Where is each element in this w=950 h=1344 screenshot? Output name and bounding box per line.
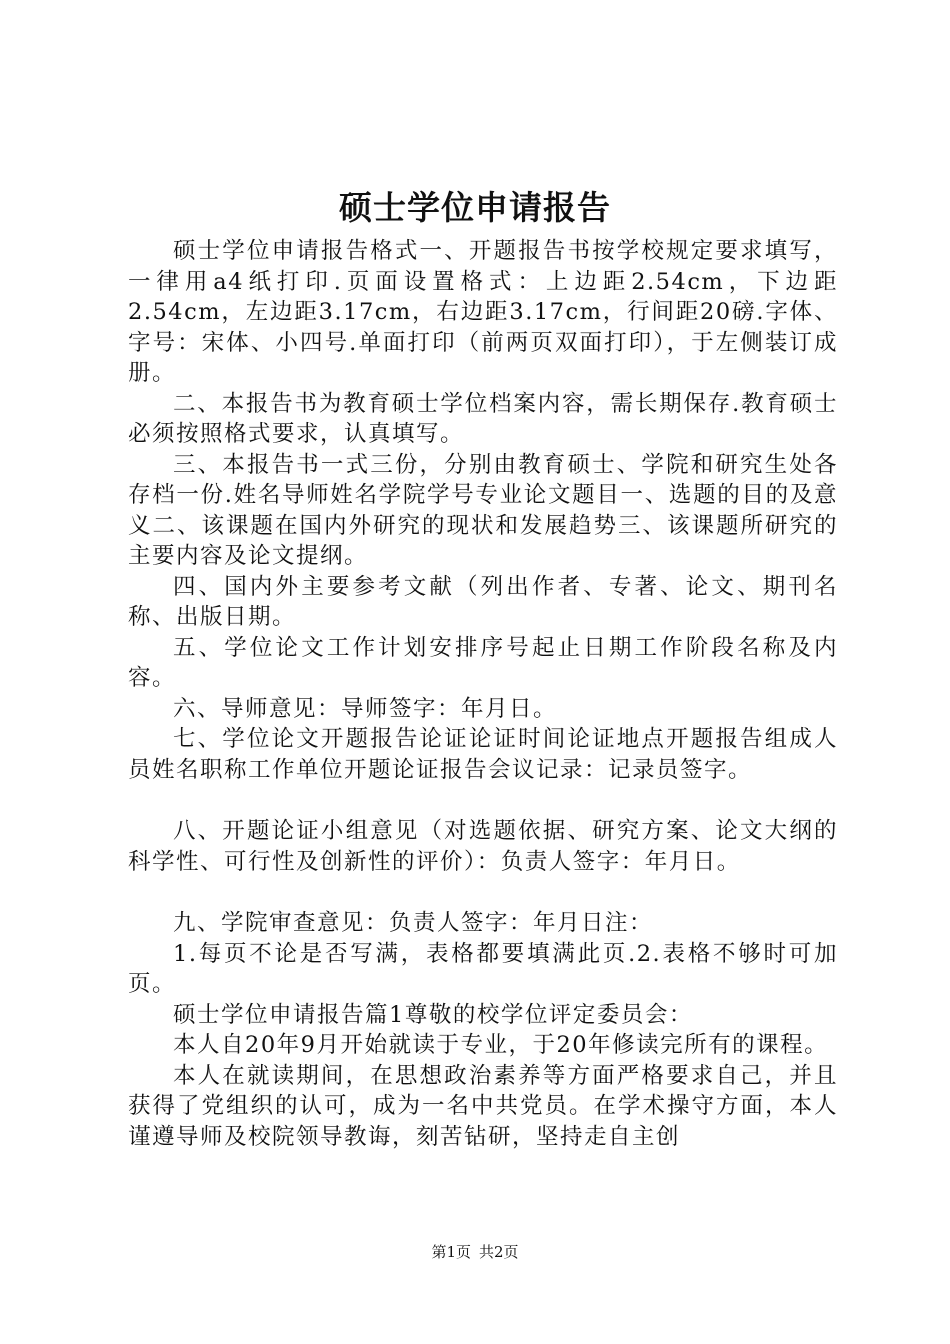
- document-title: 硕士学位申请报告: [339, 188, 611, 227]
- paragraph-letter-study: 本人自20年9月开始就读于专业，于20年修读完所有的课程。: [173, 1032, 829, 1058]
- paragraph-item-7: 七、学位论文开题报告论证论证时间论证地点开题报告组成人员姓名职称工作单位开题论证报告会议记录：记录员签字。: [128, 726, 838, 783]
- paragraph-letter-salutation: 硕士学位申请报告篇1尊敬的校学位评定委员会：: [173, 1001, 693, 1028]
- paragraph-item-4: 四、国内外主要参考文献（列出作者、专著、论文、期刊名称、出版日期。: [128, 573, 838, 630]
- document-body: [128, 236, 838, 1152]
- paragraph-format-intro: 硕士学位申请报告格式一、开题报告书按学校规定要求填写，一律用a4纸打印.页面设置格式：上边距2.54cm，下边距2.54cm，左边距3.17cm，右边距3.17cm，行间距20磅.字体、字号：宋体、小四号.单面打印（前两页双面打印），于左侧装订成册。: [128, 238, 838, 386]
- paragraph-letter-conduct: 本人在就读期间，在思想政治素养等方面严格要求自己，并且获得了党组织的认可，成为一名中共党员。在学术操守方面，本人谨遵导师及校院领导教诲，刻苦钻研，坚持走自主创: [128, 1062, 838, 1150]
- paragraph-item-9: 九、学院审查意见：负责人签字：年月日注：: [173, 910, 654, 936]
- paragraph-item-8: 八、开题论证小组意见（对选题依据、研究方案、论文大纲的科学性、可行性及创新性的评价）：负责人签字：年月日。: [128, 818, 838, 875]
- page-total: 共2页: [479, 1243, 519, 1261]
- page-number: 第1页: [431, 1243, 471, 1261]
- paragraph-item-3: 三、本报告书一式三份，分别由教育硕士、学院和研究生处各存档一份.姓名导师姓名学院学号专业论文题目一、选题的目的及意义二、该课题在国内外研究的现状和发展趋势三、该课题所研究的主要内容及论文提纲。: [128, 451, 838, 569]
- paragraph-notes: 1.每页不论是否写满，表格都要填满此页.2.表格不够时可加页。: [128, 940, 838, 997]
- paragraph-item-5: 五、学位论文工作计划安排序号起止日期工作阶段名称及内容。: [128, 634, 838, 691]
- page-footer: [0, 1241, 950, 1263]
- paragraph-item-6: 六、导师意见：导师签字：年月日。: [173, 695, 558, 722]
- paragraph-item-2: 二、本报告书为教育硕士学位档案内容，需长期保存.教育硕士必须按照格式要求，认真填写。: [128, 390, 838, 447]
